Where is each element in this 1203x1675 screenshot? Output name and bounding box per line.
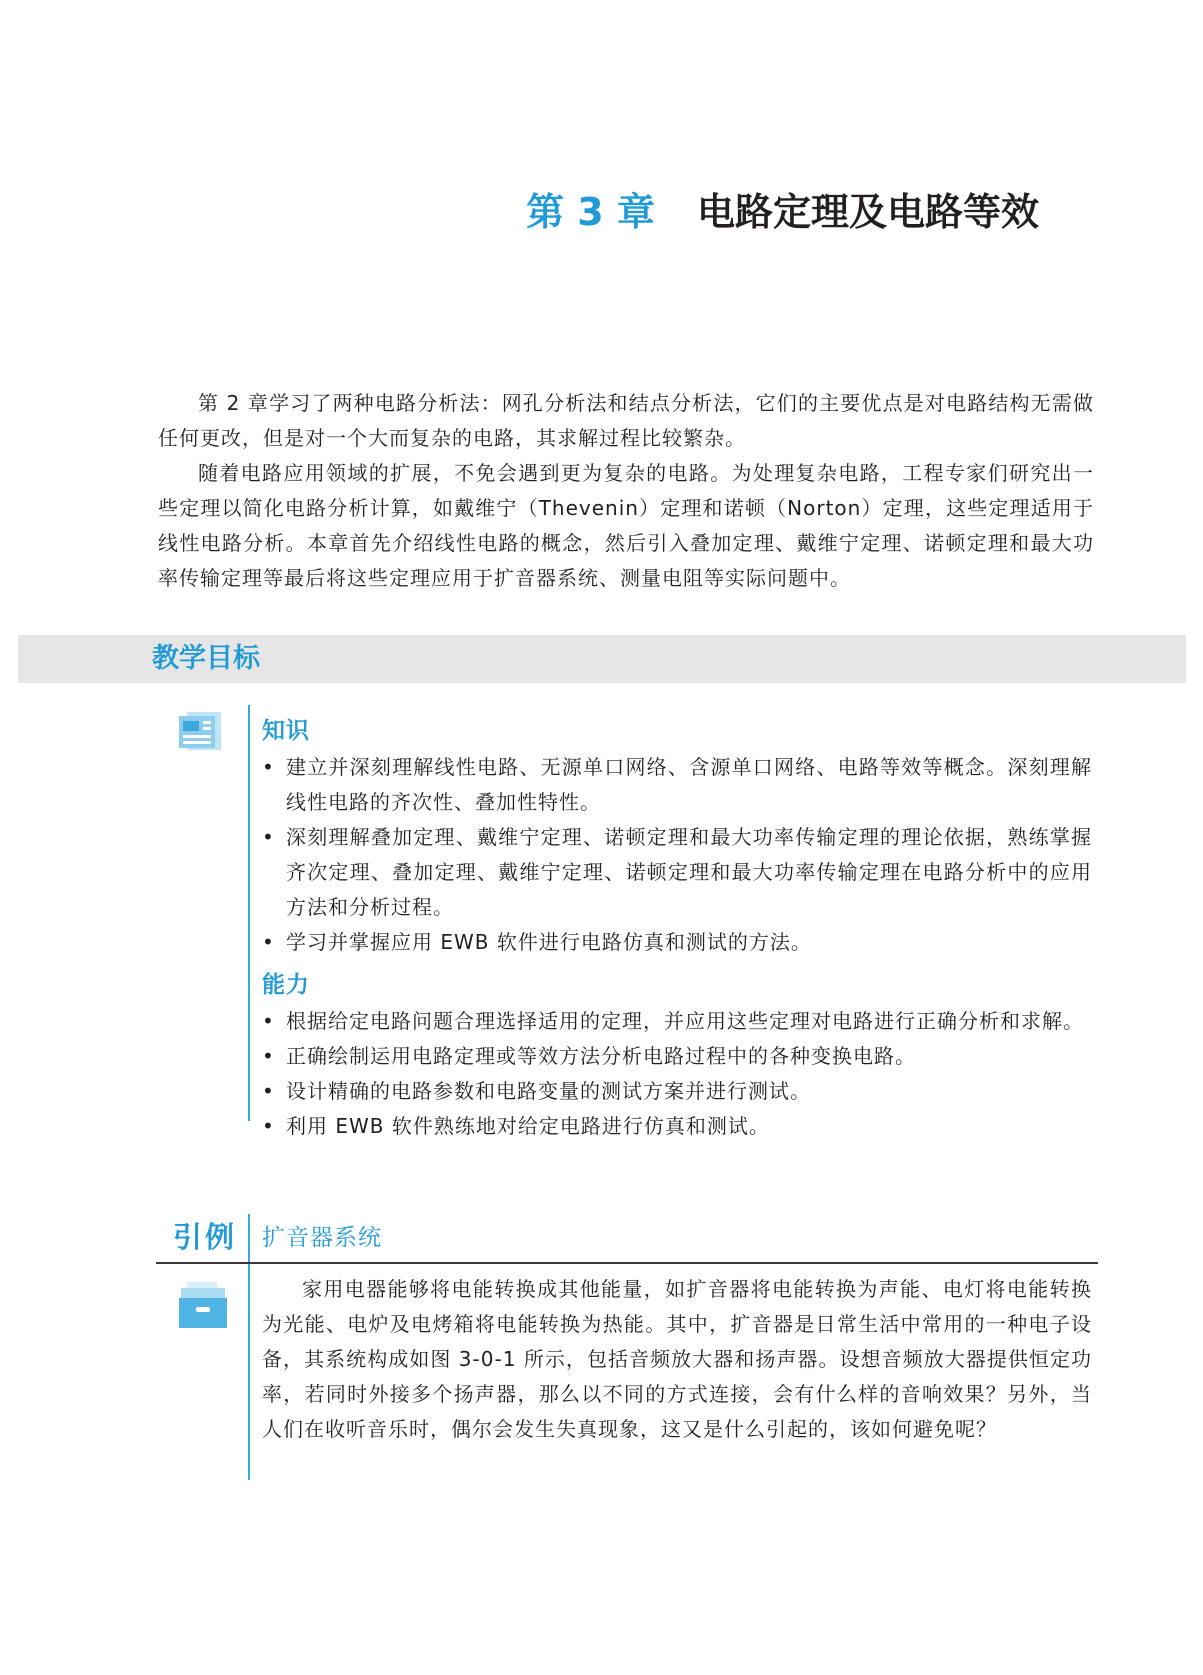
example-body	[262, 1272, 1092, 1447]
ability-heading: 能力	[262, 972, 310, 998]
example-label: 引例	[173, 1220, 238, 1254]
example-vertical-rule	[248, 1214, 250, 1480]
example-divider	[156, 1262, 1098, 1264]
intro-paragraph-2: 随着电路应用领域的扩展，不免会遇到更为复杂的电路。为处理复杂电路，工程专家们研究出一些定理以简化电路分析计算，如戴维宁（Thevenin）定理和诺顿（Norton）定理，这些定理适用于线性电路分析。本章首先介绍线性电路的概念，然后引入叠加定理、戴维宁定理、诺顿定理和最大功率传输定理等最后将这些定理应用于扩音器系统、测量电阻等实际问题中。	[158, 461, 1094, 590]
chapter-heading	[526, 188, 1039, 236]
objectives-vertical-rule	[248, 705, 250, 1121]
list-item: • 根据给定电路问题合理选择适用的定理，并应用这些定理对电路进行正确分析和求解。	[262, 1004, 1092, 1039]
list-item: • 建立并深刻理解线性电路、无源单口网络、含源单口网络、电路等效等概念。深刻理解线性电路的齐次性、叠加性特性。	[262, 750, 1092, 820]
objectives-title: 教学目标	[152, 643, 260, 674]
list-item: • 设计精确的电路参数和电路变量的测试方案并进行测试。	[262, 1074, 1092, 1109]
chapter-number: 第 3 章	[526, 190, 655, 234]
list-item: • 学习并掌握应用 EWB 软件进行电路仿真和测试的方法。	[262, 925, 1092, 960]
objectives-content	[262, 712, 1092, 1144]
knowledge-list	[262, 750, 1092, 960]
list-item: • 深刻理解叠加定理、戴维宁定理、诺顿定理和最大功率传输定理的理论依据，熟练掌握齐次定理、叠加定理、戴维宁定理、诺顿定理和最大功率传输定理在电路分析中的应用方法和分析过程。	[262, 820, 1092, 925]
folder-box-icon	[177, 1280, 229, 1330]
example-paragraph: 家用电器能够将电能转换成其他能量，如扩音器将电能转换为声能、电灯将电能转换为光能、电炉及电烤箱将电能转换为热能。其中，扩音器是日常生活中常用的一种电子设备，其系统构成如图 3-0-1 所示，包括音频放大器和扬声器。设想音频放大器提供恒定功率，若同时外接多个扬声器，那么以不同的方式连接，会有什么样的音响效果？另外，当人们在收听音乐时，偶尔会发生失真现象，这又是什么引起的，该如何避免呢？	[262, 1277, 1092, 1441]
list-item: • 利用 EWB 软件熟练地对给定电路进行仿真和测试。	[262, 1109, 1092, 1144]
list-item: • 正确绘制运用电路定理或等效方法分析电路过程中的各种变换电路。	[262, 1039, 1092, 1074]
knowledge-heading: 知识	[262, 718, 310, 744]
chapter-intro	[158, 386, 1094, 596]
example-title: 扩音器系统	[262, 1225, 382, 1251]
document-icon	[175, 710, 225, 752]
intro-paragraph-1: 第 2 章学习了两种电路分析法：网孔分析法和结点分析法，它们的主要优点是对电路结构无需做任何更改，但是对一个大而复杂的电路，其求解过程比较繁杂。	[158, 391, 1094, 450]
ability-list	[262, 1004, 1092, 1144]
objectives-section-bar	[18, 635, 1186, 683]
chapter-title: 电路定理及电路等效	[696, 190, 1039, 234]
